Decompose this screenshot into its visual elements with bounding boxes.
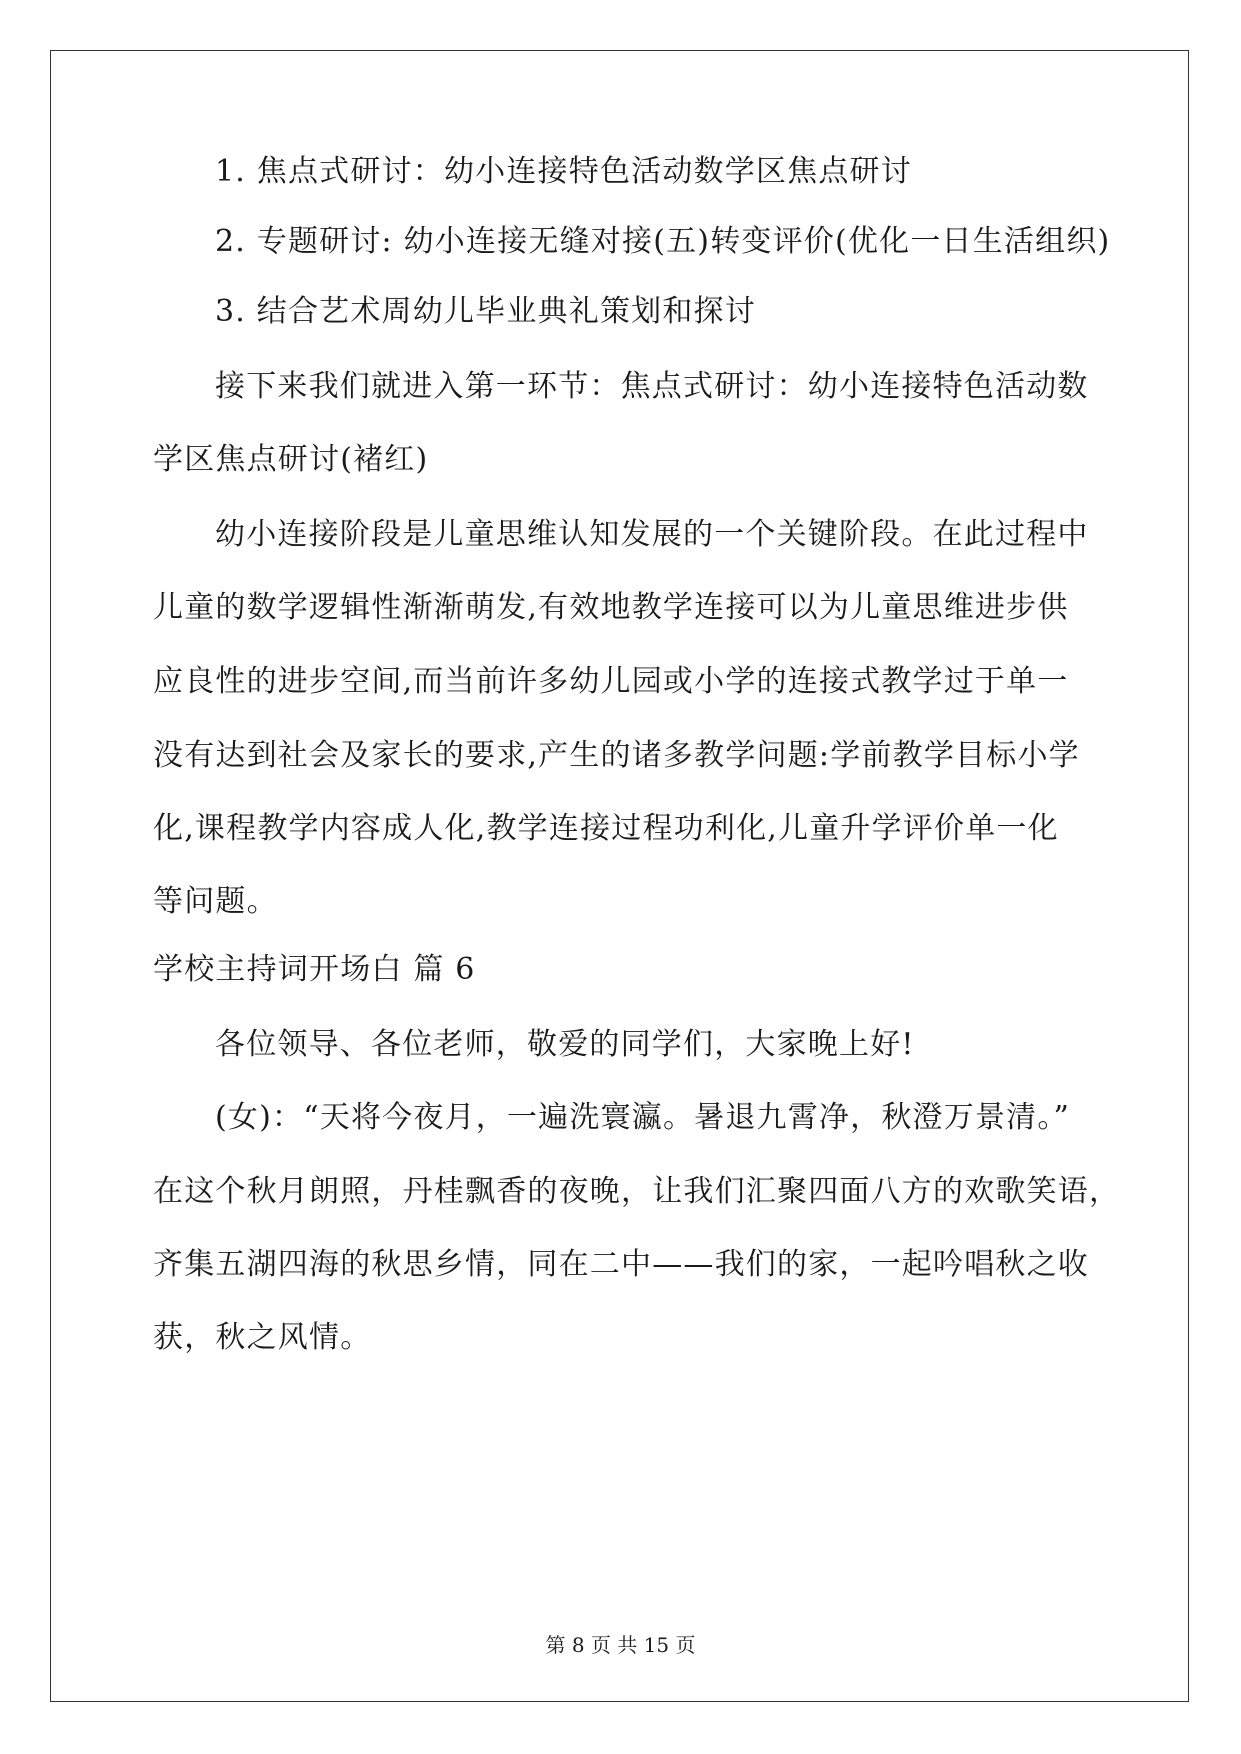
paragraph-line: 幼小连接阶段是儿童思维认知发展的一个关键阶段。在此过程中 — [215, 517, 1089, 552]
paragraph-line: 在这个秋月朗照，丹桂飘香的夜晚，让我们汇聚四面八方的欢歌笑语， — [153, 1174, 1121, 1209]
section-heading: 学校主持词开场白 篇 6 — [153, 952, 476, 987]
paragraph-line: (女)：“天将今夜月，一遍洗寰瀛。暑退九霄净，秋澄万景清。” — [215, 1100, 1071, 1135]
list-item-2: 2. 专题研讨: 幼小连接无缝对接(五)转变评价(优化一日生活组织) — [215, 224, 1111, 259]
paragraph-line: 齐集五湖四海的秋思乡情，同在二中——我们的家，一起吟唱秋之收 — [153, 1247, 1089, 1282]
paragraph-line: 学区焦点研讨(褚红) — [153, 442, 429, 477]
paragraph-line: 等问题。 — [153, 884, 278, 919]
paragraph-line: 各位领导、各位老师，敬爱的同学们，大家晚上好! — [215, 1027, 915, 1062]
paragraph-line: 获，秋之风情。 — [153, 1320, 372, 1355]
list-item-1: 1. 焦点式研讨：幼小连接特色活动数学区焦点研讨 — [215, 154, 912, 189]
paragraph-line: 接下来我们就进入第一环节：焦点式研讨：幼小连接特色活动数 — [215, 369, 1089, 404]
paragraph-line: 没有达到社会及家长的要求,产生的诸多教学问题:学前教学目标小学 — [153, 738, 1080, 773]
list-item-3: 3. 结合艺术周幼儿毕业典礼策划和探讨 — [215, 294, 756, 329]
paragraph-line: 应良性的进步空间,而当前许多幼儿园或小学的连接式教学过于单一 — [153, 664, 1069, 699]
paragraph-line: 化,课程教学内容成人化,教学连接过程功利化,儿童升学评价单一化 — [153, 811, 1059, 846]
paragraph-line: 儿童的数学逻辑性渐渐萌发,有效地教学连接可以为儿童思维进步供 — [153, 590, 1069, 625]
page-number: 第 8 页 共 15 页 — [545, 1633, 696, 1657]
